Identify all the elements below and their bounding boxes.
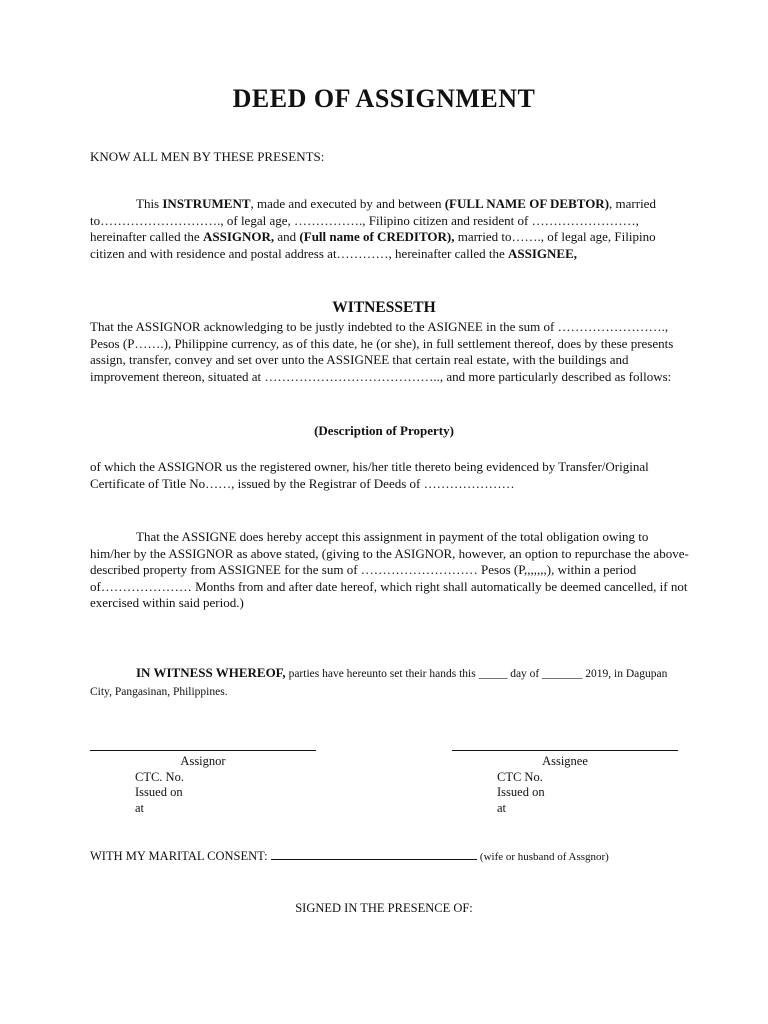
assignor-signature-block [90,754,316,816]
married-text-2: married to……., of legal age, Filipino citizen and with residence and postal address at…………, hereinafter called the [90,229,656,261]
made-text: , made and executed by and between [250,196,445,211]
assignee-signature-line [452,750,678,751]
instrument-label: INSTRUMENT [162,196,251,211]
creditor-name: (Full name of CREDITOR), [299,229,455,244]
acceptance-paragraph: That the ASSIGNE does hereby accept this assignment in payment of the total obligation owing to him/her by the ASSIGNOR as above stated, (giving to the ASIGNOR, however, an option to repurchase the above-described property from ASSIGNEE for the sum of ……………………… Pesos (P,,,,,,,), within a period of………………… Months from and after date hereof, which right shall automatically be deemed cancelled, if not exercised within said period.) [90,529,689,610]
owner-paragraph: of which the ASSIGNOR us the registered owner, his/her title thereto being evidenced by Transfer/Original Certificate of Title No……, issued by the Registrar of Deeds of ………………… [90,459,649,491]
assignor-signature-line [90,750,316,751]
debtor-name: (FULL NAME OF DEBTOR) [444,196,610,211]
assignee-signature-block [452,754,678,816]
witness-paragraph: That the ASSIGNOR acknowledging to be justly indebted to the ASIGNEE in the sum of ……………………., Pesos (P…….), Philippine currency, as of this date, he (or she), in full settlement thereof, does by these presents assign, transfer, convey and set over unto the ASSIGNEE that certain real estate, with the buildings and improvement thereon, situated at ………………………………….., and more particularly described as follows: [90,319,674,384]
consent-label: WITH MY MARITAL CONSENT: [90,849,271,863]
intro-line: KNOW ALL MEN BY THESE PRESENTS: [90,149,325,164]
witnesseth-heading: WITNESSETH [332,299,436,316]
in-witness-text: parties have hereunto set their hands this _____ day of _______ 2019, in Dagupan City, Pangasinan, Philippines. [90,668,668,698]
assignee-issued-on: Issued on [497,785,545,799]
assignor-ctc: CTC. No. [135,769,184,784]
this-text: This [136,196,163,211]
assignee-label: ASSIGNEE, [508,245,578,261]
parties-paragraph [90,196,690,262]
and-text: and [274,229,300,244]
married-text-1: , married to………………………., of legal age, ……………., Filipino citizen and resident of ……………………, hereinafter called the [90,196,656,244]
consent-note: (wife or husband of Assgnor) [479,851,609,863]
document-title: DEED OF ASSIGNMENT [232,84,536,113]
signed-in-presence-line: SIGNED IN THE PRESENCE OF: [295,901,473,915]
assignee-at: at [497,800,507,815]
consent-signature-blank [271,849,477,860]
property-description-heading: (Description of Property) [314,423,454,438]
assignor-issued-on: Issued on [135,785,183,799]
in-witness-label: IN WITNESS WHEREOF, [136,665,286,680]
assignee-ctc: CTC No. [497,769,543,784]
assignor-role: Assignor [180,754,226,768]
marital-consent-line [90,849,609,864]
in-witness-paragraph [90,665,690,700]
assignor-at: at [135,800,145,815]
assignor-label: ASSIGNOR, [202,229,275,244]
assignee-role: Assignee [542,754,588,768]
